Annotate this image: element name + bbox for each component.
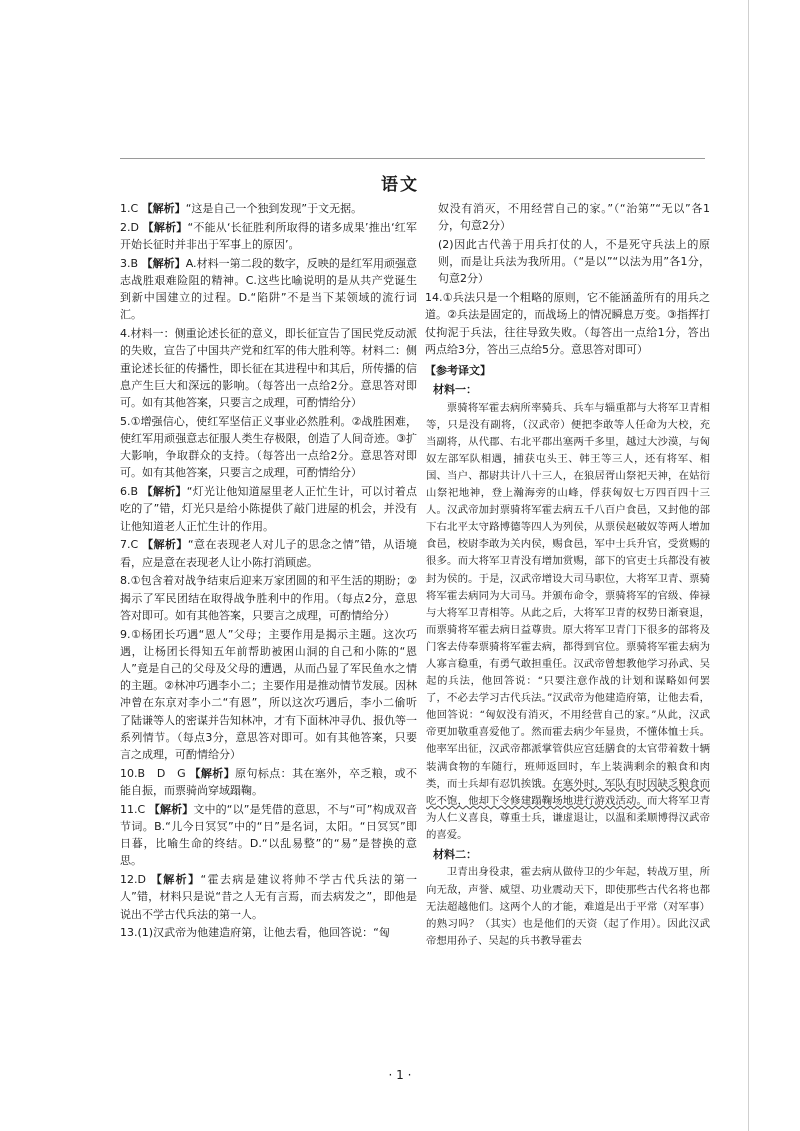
answer-text: 文中的“以”是凭借的意思，不与“可”构成双音节词。B.“儿今日冥冥”中的“日”是名词，太阳。“日冥冥”即日暮，比喻生命的终结。D.“以乱易整”的“易”是替换的意思。 bbox=[120, 802, 418, 868]
translation-paragraph: 卫青出身役隶，霍去病从做侍卫的少年起，转战万里，所向无敌，声誉、威望、功业震动天下，即使那些古代名将也都无法超越他们。这两个人的才能，难道是出于平常（对军事）的熟习吗？（其实）也是他们的天资（起了作用）。因此汉武帝想用孙子、吴起的兵书教导霍去 bbox=[426, 866, 710, 947]
underlined-sentence: 在塞外时，军队有时因缺乏粮食而吃不饱，他却下令修建蹋鞠场地进行游戏活动。 bbox=[426, 777, 710, 807]
answer-text: “这是自己一个独到发现”于文无据。 bbox=[185, 202, 363, 215]
answer-text: ①兵法只是一个粗略的原则，它不能涵盖所有的用兵之道。②兵法是固定的，而战场上的情况瞬息万变。③指挥打仗拘泥于兵法，往往导致失败。（每答出一点给1分，答出两点给3分，答出三点给5分。意思答对即可） bbox=[425, 291, 710, 356]
analysis-tag: 【解析】 bbox=[150, 873, 201, 887]
page-number: · 1 · bbox=[388, 1068, 412, 1082]
answer-text: “意在表现老人对儿子的思念之情”错，从语境看，应是意在表现老人让小陈打消顾虑。 bbox=[120, 538, 417, 569]
answer-number: 7.C bbox=[120, 538, 139, 552]
answer-number: 9. bbox=[120, 627, 131, 641]
material-heading: 材料一： bbox=[433, 382, 477, 396]
answer-item bbox=[120, 483, 417, 535]
answer-item bbox=[120, 536, 417, 570]
answer-text: 原句标点：其在塞外，卒乏粮，或不能自振，而票骑尚穿域蹋鞠。 bbox=[120, 766, 418, 798]
answer-number: 6.B bbox=[120, 485, 139, 499]
answer-item bbox=[120, 255, 417, 324]
right-column bbox=[425, 200, 710, 952]
answer-number: 13. bbox=[120, 926, 138, 940]
answer-number: 3.B bbox=[120, 256, 139, 270]
translation-text: 票骑将军霍去病所率骑兵、兵车与辎重都与大将军卫青相等，只是没有副将，（汉武帝）便把李敢等人任命为大校，充当副将，从代郡、右北平郡出塞两千多里，越过大沙漠，与匈奴左部军队相遇，捕获屯头王、韩王等三人，还有将军、相国、当户、都尉共计八十三人，在狼居胥山祭祀天神，在姑衍山祭祀地神，登上瀚海旁的山峰，俘获匈奴七万四百四十三人。汉武帝加封票骑将军霍去病五千八百户食邑，又封他的部下右北平太守路博德等四人为列侯，从票侯赵破奴等两人增加食邑，校尉李敢为关内侯，赐食邑，军中士兵升官，受赏赐的很多。而大将军卫青没有增加赏赐，部下的官吏士兵都没有被封为侯的。于是，汉武帝增设大司马职位，大将军卫青、票骑将军霍去病同为大司马。并颁布命令，票骑将军的官级、俸禄与大将军卫青相等。从此之后，大将军卫青的权势日渐衰退，而票骑将军霍去病日益尊贵。原大将军卫青门下很多的部将及门客去侍奉票骑将军霍去病，都得到官位。票骑将军霍去病为人寡言稳重，有勇气敢担重任。汉武帝曾想教他学习孙武、吴起的兵法，他回答说：“只要注意作战的计划和谋略如何罢了，不必去学习古代兵法。”汉武帝为他建造府第，让他去看，他回答说：“匈奴没有消灭，不用经营自己的家。”从此，汉武帝更加敬重喜爱他了。然而霍去病少年显贵，不懂体恤士兵。他率军出征，汉武帝都派掌管供应宫廷膳食的太官带着数十辆装满食物的车随行，班师返回时，车上装满剩余的粮食和肉类，而士兵却有忍饥挨饿。 bbox=[426, 401, 710, 790]
answer-item bbox=[120, 765, 417, 799]
answer-text: ①杨团长巧遇“恩人”父母；主要作用是揭示主题。这次巧遇，让杨团长得知五年前帮助被困山洞的自己和小陈的“恩人”竟是自己的父母及父母的遭遇，从而凸显了军民鱼水之情的主题。②林冲巧遇李小二；主要作用是推动情节发展。因林冲曾在东京对李小二“有恩”，所以这次巧遇后，李小二偷听了陆谦等人的密谋并告知林冲，才有下面林冲寻仇、报仇等一系列情节。（每点3分，意思答对即可。如有其他答案，只要言之成理，可酌情给分） bbox=[120, 627, 417, 762]
analysis-tag: 【解析】 bbox=[148, 802, 194, 816]
translation-text: 而大将军卫青为人仁义喜良，尊重士兵，谦虚退让，以温和柔顺博得汉武帝的喜爱。 bbox=[426, 794, 711, 841]
answer-item bbox=[120, 871, 417, 923]
answer-text: ①包含着对战争结束后迎来万家团圆的和平生活的期盼；②揭示了军民团结在取得战争胜利中的作用。（每点2分，意思答对即可。如有其他答案，只要言之成理，可酌情给分） bbox=[120, 574, 417, 622]
answer-item bbox=[120, 572, 417, 624]
answer-item bbox=[120, 626, 417, 764]
analysis-tag: 【解析】 bbox=[189, 766, 236, 780]
answer-item bbox=[120, 924, 417, 941]
answer-number: 8. bbox=[120, 574, 131, 588]
answer-number: 5. bbox=[120, 414, 131, 428]
translation-paragraph bbox=[425, 400, 710, 844]
header-rule bbox=[120, 158, 705, 159]
analysis-tag: 【解析】 bbox=[141, 485, 187, 499]
answer-number: 14. bbox=[425, 291, 443, 305]
answer-number: 12.D bbox=[120, 873, 146, 887]
answer-text: 材料一：侧重论述长征的意义，即长征宣告了国民党反动派的失败，宣告了中国共产党和红军的伟大胜利等。材料二：侧重论述长征的传播性，即长征在其进程中和其后，所传播的信息产生巨大和深远的影响。（每答出一点给2分。意思答对即可。如有其他答案，只要言之成理，可酌情给分） bbox=[120, 327, 417, 410]
answer-continuation: 奴没有消灭，不用经营自己的家。”（“治第”“无以”各1分，句意2分） bbox=[438, 202, 710, 233]
answer-text: “灯光让他知道屋里老人正忙生计，可以讨着点吃的了”错，灯光只是给小陈提供了敲门进屋的机会，并没有让他知道老人正忙生计的作用。 bbox=[120, 485, 418, 533]
answer-subitem: (2)因此古代善于用兵打仗的人，不是死守兵法上的原则，而是让兵法为我所用。（“是以”“以法为用”各1分，句意2分） bbox=[438, 238, 710, 286]
analysis-tag: 【解析】 bbox=[141, 202, 186, 215]
answer-text: ①增强信心，使红军坚信正义事业必然胜利。②战胜困难，使红军用顽强意志征服人类生存极限，创造了人间奇迹。③扩大影响，争取群众的支持。（每答出一点给2分。意思答对即可。如有其他答案，只要言之成理，可酌情给分） bbox=[120, 414, 417, 480]
answer-number: 11.C bbox=[120, 802, 146, 816]
answer-item bbox=[120, 325, 417, 411]
answer-item bbox=[120, 200, 417, 217]
answer-item bbox=[120, 801, 417, 870]
analysis-tag: 【解析】 bbox=[142, 220, 188, 234]
answer-text: (1)汉武帝为他建造府第，让他去看，他回答说：“匈 bbox=[137, 926, 390, 940]
answer-number: 4. bbox=[120, 327, 131, 341]
reference-translation-heading: 【参考译文】 bbox=[425, 364, 491, 378]
answer-number: 1.C bbox=[120, 202, 139, 215]
left-column bbox=[120, 200, 417, 943]
answer-number: 10.B D G bbox=[120, 766, 186, 780]
answer-item bbox=[120, 219, 417, 253]
answer-text: “不能从‘长征胜利所取得的诸多成果’推出‘红军开始长征时并非出于军事上的原因’。 bbox=[120, 220, 418, 251]
answer-item bbox=[425, 289, 710, 358]
answer-item bbox=[120, 413, 417, 482]
answer-text: A.材料一第二段的数字，反映的是红军用顽强意志战胜艰难险阻的精神。C.这些比喻说明的是从共产党诞生到新中国建立的过程。D.“陷阱”不是当下某领域的流行词汇。 bbox=[120, 256, 418, 322]
answer-text: “霍去病是建议将帅不学古代兵法的第一人”错，材料只是说“昔之人无有言焉，而去病发之”，即他是说出不学古代兵法的第一人。 bbox=[120, 873, 418, 921]
page-title: 语文 bbox=[381, 175, 419, 195]
material-heading: 材料二： bbox=[433, 847, 477, 861]
analysis-tag: 【解析】 bbox=[141, 256, 186, 270]
answer-number: 2.D bbox=[120, 220, 139, 234]
analysis-tag: 【解析】 bbox=[142, 538, 188, 552]
